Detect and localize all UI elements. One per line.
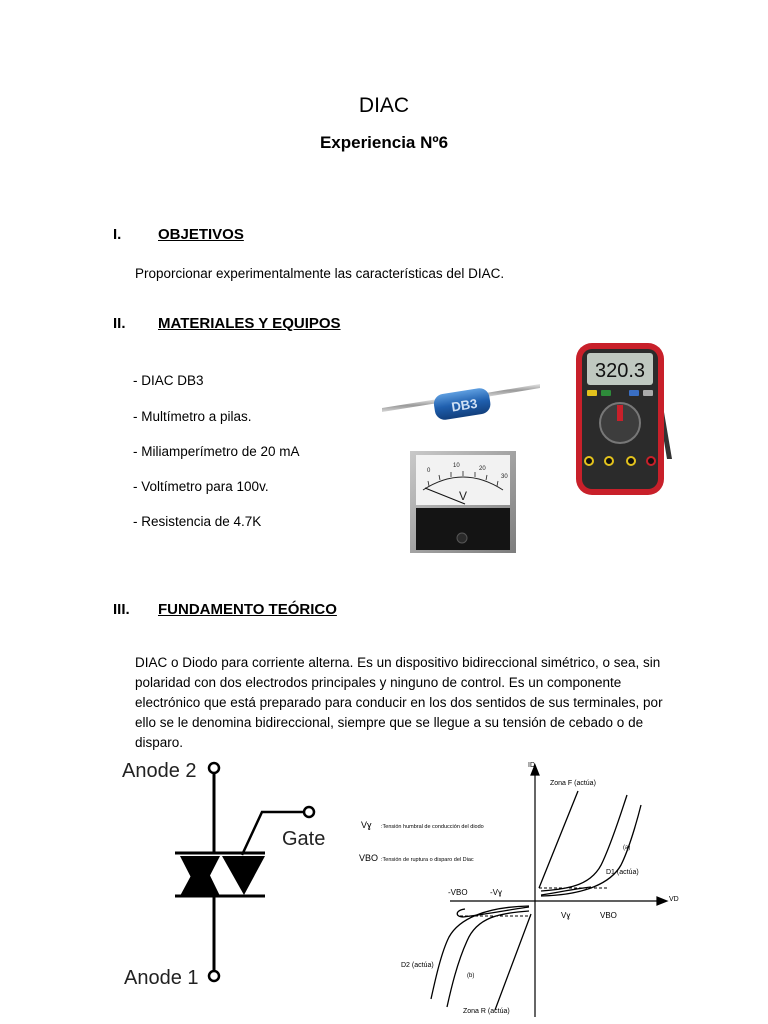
document-title: DIAC (358, 94, 410, 117)
legend-vy-symbol: Vɣ (361, 820, 372, 830)
legend-vy-description: :Tensión humbral de conducción del diodo (381, 824, 484, 830)
pos-vy-label: Vɣ (561, 911, 571, 920)
legend-vbo-symbol: VBO (359, 853, 379, 863)
curve-a-label: (a) (623, 845, 631, 851)
zona-r-label: Zona R (actúa) (463, 1008, 510, 1015)
anode1-label: Anode 1 (124, 967, 199, 989)
diac-characteristic-graph (355, 755, 685, 1020)
meter-scale-label: 30 (501, 474, 508, 480)
curve-b-label: (b) (467, 973, 475, 979)
multimeter-display-value: 320.3 (594, 360, 646, 382)
meter-scale-label: 10 (453, 463, 460, 469)
meter-unit-letter: V (458, 489, 468, 503)
material-item: - Multímetro a pilas. (133, 409, 252, 424)
material-item: - Resistencia de 4.7K (133, 514, 262, 529)
legend-vbo-description: :Tensión de ruptura o disparo del Diac (381, 857, 474, 863)
neg-vbo-label: -VBO (448, 888, 468, 897)
section-number: II. (113, 315, 126, 332)
section-number: III. (113, 601, 130, 618)
meter-scale-label: 20 (479, 466, 486, 472)
diac-component-image (380, 383, 542, 429)
x-axis-label: VD (669, 896, 679, 903)
material-item: - Voltímetro para 100v. (133, 479, 269, 494)
section-title-materiales: MATERIALES Y EQUIPOS (158, 315, 341, 332)
d2-label: D2 (actúa) (401, 962, 434, 969)
meter-scale-label: 0 (427, 468, 431, 474)
zona-f-label: Zona F (actúa) (550, 780, 596, 787)
theory-paragraph: DIAC o Diodo para corriente alterna. Es un dispositivo bidireccional simétrico, o sea, sin polaridad con dos electrodos principales y ninguno de control. Es un componente electrónico que está preparado para conducir en los dos sentidos de sus terminales, por ello se le denomina bidireccional, siempre que se llegue a su tensión de cebado o de disparo. (135, 655, 663, 750)
y-axis-label: ID (528, 762, 535, 769)
section-title-objetivos: OBJETIVOS (158, 226, 244, 243)
document-subtitle: Experiencia Nº6 (319, 133, 449, 152)
gate-label: Gate (282, 828, 326, 850)
pos-vbo-label: VBO (600, 911, 617, 920)
d1-label: D1 (actúa) (606, 869, 639, 876)
diac-symbol-diagram (120, 755, 335, 990)
material-item: - DIAC DB3 (133, 373, 204, 388)
neg-vy-label: -Vɣ (490, 888, 503, 897)
material-item: - Miliamperímetro de 20 mA (133, 444, 300, 459)
voltmeter-image (409, 450, 517, 554)
objective-text: Proporcionar experimentalmente las características del DIAC. (135, 266, 505, 281)
anode2-label: Anode 2 (122, 760, 197, 782)
diac-marking: DB3 (450, 395, 479, 415)
section-title-fundamento: FUNDAMENTO TEÓRICO (158, 601, 337, 618)
section-number: I. (113, 226, 122, 243)
multimeter-image (575, 341, 675, 497)
